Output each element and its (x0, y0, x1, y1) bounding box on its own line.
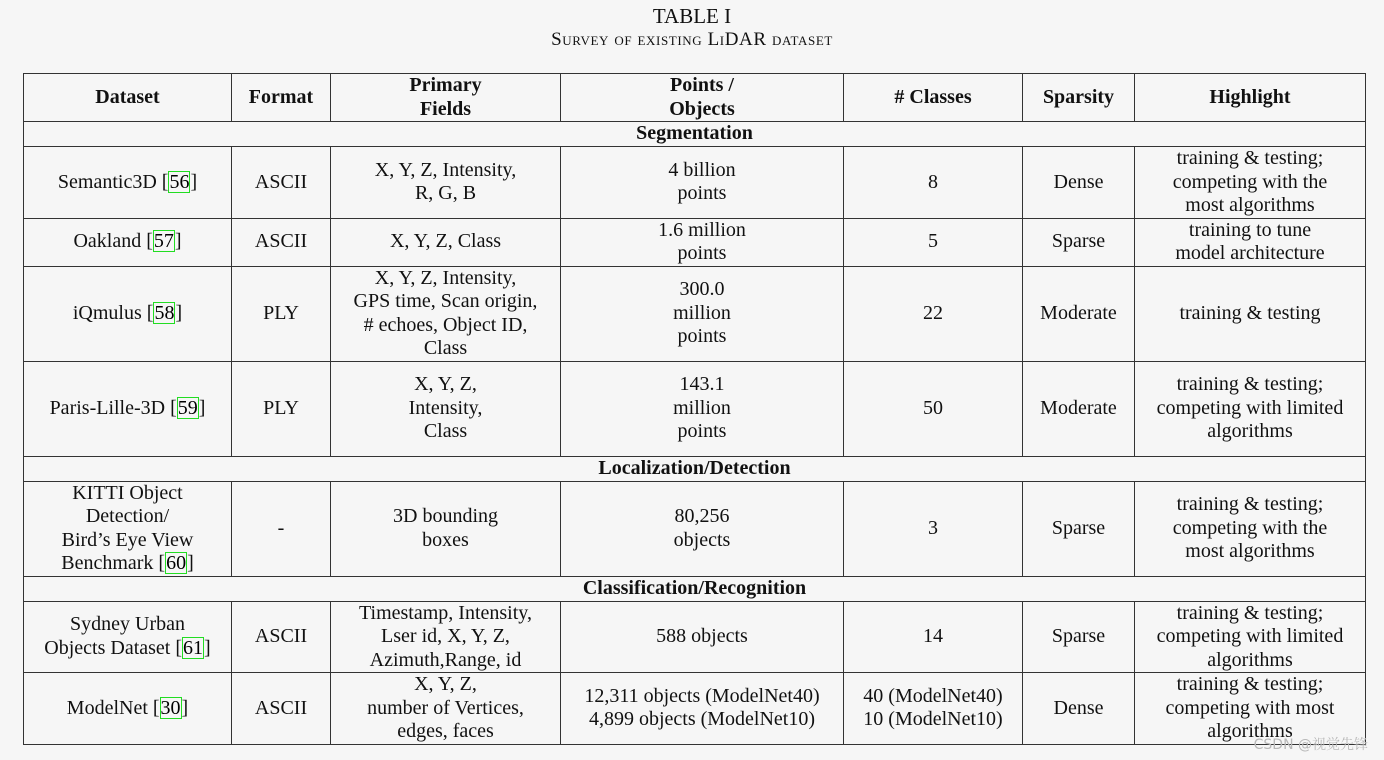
cell-classes: 5 (844, 218, 1023, 266)
table-caption-title: TABLE I (652, 4, 732, 28)
citation-link[interactable]: 61 (183, 636, 204, 659)
cell-format: ASCII (232, 601, 331, 673)
cell-format: ASCII (232, 147, 331, 219)
cell-highlight: training & testing; competing with limited algorithms (1135, 361, 1366, 456)
header-row (24, 74, 1366, 122)
table-row (24, 266, 1366, 361)
section-title: Segmentation (24, 122, 1366, 147)
cell-sparsity: Sparse (1023, 218, 1135, 266)
cell-sparsity: Dense (1023, 147, 1135, 219)
cell-primary-fields: X, Y, Z, number of Vertices, edges, faces (331, 673, 561, 745)
cell-highlight: training & testing; competing with most algorithms (1135, 673, 1366, 745)
dataset-name: Semantic3D (57, 170, 157, 193)
section-title: Localization/Detection (24, 456, 1366, 481)
table-row (24, 481, 1366, 576)
cell-highlight: training & testing; competing with the most algorithms (1135, 147, 1366, 219)
cell-sparsity: Sparse (1023, 481, 1135, 576)
dataset-name: iQmulus (72, 301, 142, 324)
cell-points-objects: 4 billion points (561, 147, 844, 219)
header-format: Format (232, 74, 331, 122)
cell-primary-fields: 3D bounding boxes (331, 481, 561, 576)
section-row (24, 122, 1366, 147)
cell-points-objects: 143.1 million points (561, 361, 844, 456)
dataset-name: ModelNet (66, 696, 148, 719)
cell-dataset: Semantic3D [56] (24, 147, 232, 219)
cell-classes: 14 (844, 601, 1023, 673)
cell-primary-fields: Timestamp, Intensity, Lser id, X, Y, Z, Azimuth,Range, id (331, 601, 561, 673)
cell-classes: 22 (844, 266, 1023, 361)
cell-format: ASCII (232, 673, 331, 745)
cell-points-objects: 80,256 objects (561, 481, 844, 576)
lidar-dataset-table (23, 73, 1366, 745)
cell-points-objects: 1.6 million points (561, 218, 844, 266)
cell-sparsity: Dense (1023, 673, 1135, 745)
table-row (24, 361, 1366, 456)
cell-highlight: training & testing; competing with the most algorithms (1135, 481, 1366, 576)
cell-primary-fields: X, Y, Z, Intensity, R, G, B (331, 147, 561, 219)
table-caption-subtitle: Survey of existing LiDAR dataset (551, 29, 833, 50)
cell-classes: 50 (844, 361, 1023, 456)
cell-classes: 40 (ModelNet40) 10 (ModelNet10) (844, 673, 1023, 745)
citation-link[interactable]: 56 (169, 170, 190, 193)
cell-dataset: Paris-Lille-3D [59] (24, 361, 232, 456)
table-row (24, 218, 1366, 266)
header-sparsity: Sparsity (1023, 74, 1135, 122)
table-body (24, 122, 1366, 745)
section-row (24, 576, 1366, 601)
cell-format: - (232, 481, 331, 576)
dataset-name: Sydney Urban Objects Dataset (44, 613, 185, 659)
cell-highlight: training & testing (1135, 266, 1366, 361)
header-classes: # Classes (844, 74, 1023, 122)
cell-points-objects: 12,311 objects (ModelNet40) 4,899 objects (ModelNet10) (561, 673, 844, 745)
cell-highlight: training & testing; competing with limited algorithms (1135, 601, 1366, 673)
cell-dataset: KITTI Object Detection/ Bird’s Eye View Benchmark [60] (24, 481, 232, 576)
header-primary-fields: Primary Fields (331, 74, 561, 122)
cell-primary-fields: X, Y, Z, Intensity, Class (331, 361, 561, 456)
cell-dataset: ModelNet [30] (24, 673, 232, 745)
citation-link[interactable]: 30 (160, 696, 181, 719)
citation-link[interactable]: 59 (177, 396, 198, 419)
dataset-name: Oakland (73, 230, 142, 253)
cell-sparsity: Moderate (1023, 361, 1135, 456)
table-row (24, 601, 1366, 673)
citation-link[interactable]: 58 (154, 301, 175, 324)
cell-format: PLY (232, 266, 331, 361)
cell-highlight: training to tune model architecture (1135, 218, 1366, 266)
cell-format: PLY (232, 361, 331, 456)
header-highlight: Highlight (1135, 74, 1366, 122)
cell-classes: 3 (844, 481, 1023, 576)
cell-dataset: Sydney Urban Objects Dataset [61] (24, 601, 232, 673)
header-points-objects: Points / Objects (561, 74, 844, 122)
citation-link[interactable]: 60 (166, 552, 187, 574)
cell-primary-fields: X, Y, Z, Intensity, GPS time, Scan origin, # echoes, Object ID, Class (331, 266, 561, 361)
cell-sparsity: Moderate (1023, 266, 1135, 361)
table-row (24, 147, 1366, 219)
dataset-name: KITTI Object Detection/ Bird’s Eye View Benchmark (61, 481, 194, 574)
dataset-name: Paris-Lille-3D (49, 396, 166, 419)
cell-dataset: iQmulus [58] (24, 266, 232, 361)
section-row (24, 456, 1366, 481)
section-title: Classification/Recognition (24, 576, 1366, 601)
table-row (24, 673, 1366, 745)
cell-primary-fields: X, Y, Z, Class (331, 218, 561, 266)
cell-points-objects: 300.0 million points (561, 266, 844, 361)
cell-sparsity: Sparse (1023, 601, 1135, 673)
cell-points-objects: 588 objects (561, 601, 844, 673)
citation-link[interactable]: 57 (153, 230, 174, 253)
cell-dataset: Oakland [57] (24, 218, 232, 266)
cell-classes: 8 (844, 147, 1023, 219)
cell-format: ASCII (232, 218, 331, 266)
header-dataset: Dataset (24, 74, 232, 122)
watermark: CSDN @视觉先锋 (1253, 737, 1368, 753)
